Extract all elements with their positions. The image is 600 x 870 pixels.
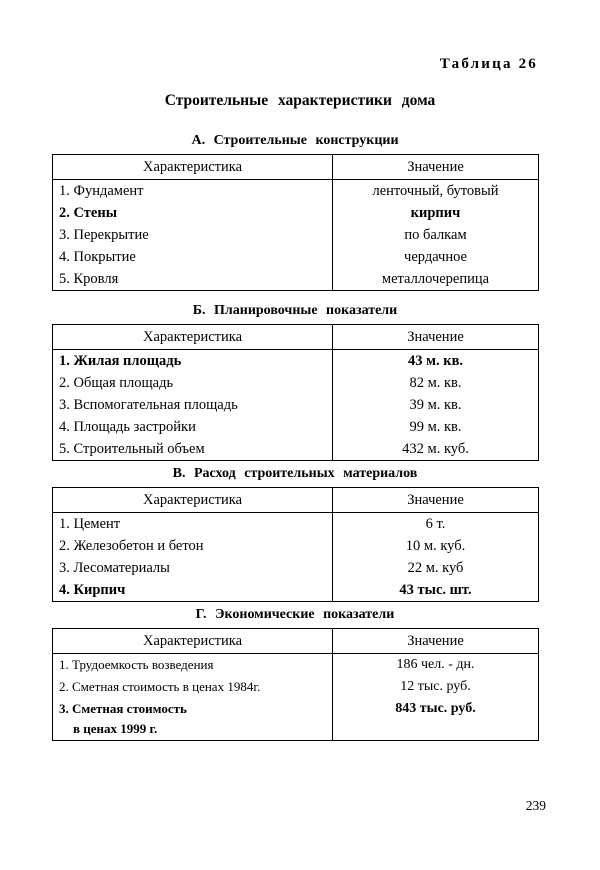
cell-characteristic: 1. Цемент (53, 513, 333, 536)
column-header-value: Значение (333, 629, 539, 654)
cell-value: по балкам (333, 224, 539, 246)
cell-value: 186 чел. - дн. (333, 654, 539, 677)
column-header-value: Значение (333, 325, 539, 350)
table-row (53, 676, 539, 698)
cell-characteristic: 5. Строительный объем (53, 438, 333, 461)
cell-value: чердачное (333, 246, 539, 268)
table-d (52, 628, 539, 741)
cell-characteristic-line2: в ценах 1999 г. (73, 721, 158, 737)
cell-characteristic: 1. Жилая площадь (53, 350, 333, 373)
cell-characteristic: 4. Покрытие (53, 246, 333, 268)
cell-characteristic: 4. Площадь застройки (53, 416, 333, 438)
column-header-characteristic: Характеристика (53, 155, 333, 180)
table-row (53, 350, 539, 373)
cell-value: 39 м. кв. (333, 394, 539, 416)
cell-characteristic: 2. Сметная стоимость в ценах 1984г. (53, 676, 333, 698)
column-header-value: Значение (333, 155, 539, 180)
cell-value: 6 т. (333, 513, 539, 536)
column-header-characteristic: Характеристика (53, 629, 333, 654)
cell-characteristic: 3. Лесоматериалы (53, 557, 333, 579)
section-b (52, 303, 538, 461)
table-b-header-row (53, 325, 539, 350)
table-row (53, 654, 539, 677)
section-c (52, 466, 538, 602)
cell-value: ленточный, бутовый (333, 180, 539, 203)
table-c-header-row (53, 488, 539, 513)
table-c (52, 487, 539, 602)
table-a (52, 154, 539, 291)
table-row (53, 268, 539, 291)
table-number-label: Таблица 26 (439, 56, 538, 72)
cell-characteristic: 2. Стены (53, 202, 333, 224)
cell-value: 10 м. куб. (333, 535, 539, 557)
column-header-value: Значение (333, 488, 539, 513)
column-header-characteristic: Характеристика (53, 488, 333, 513)
cell-characteristic: 1. Фундамент (53, 180, 333, 203)
section-a-title: А. Строительные конструкции (191, 133, 399, 148)
section-c-title: В. Расход строительных материалов (172, 466, 418, 481)
cell-characteristic-line1: 3. Сметная стоимость (59, 701, 187, 717)
page-number: 239 (525, 798, 546, 813)
page-title: Строительные характеристики дома (164, 92, 436, 109)
table-row (53, 416, 539, 438)
table-row (53, 513, 539, 536)
section-b-title: Б. Планировочные показатели (192, 303, 398, 318)
table-row (53, 224, 539, 246)
cell-value: 43 тыс. шт. (333, 579, 539, 602)
cell-value: 22 м. куб (333, 557, 539, 579)
table-row (53, 557, 539, 579)
cell-characteristic: 3. Вспомогательная площадь (53, 394, 333, 416)
cell-value: 99 м. кв. (333, 416, 539, 438)
cell-characteristic: 3. Перекрытие (53, 224, 333, 246)
section-a (52, 133, 538, 291)
table-row (53, 372, 539, 394)
cell-value: кирпич (333, 202, 539, 224)
cell-value: 843 тыс. руб. (333, 698, 539, 741)
cell-characteristic: 2. Железобетон и бетон (53, 535, 333, 557)
table-d-header-row (53, 629, 539, 654)
column-header-characteristic: Характеристика (53, 325, 333, 350)
table-row (53, 535, 539, 557)
cell-characteristic (53, 698, 333, 741)
table-row (53, 246, 539, 268)
table-row (53, 438, 539, 461)
table-b (52, 324, 539, 461)
cell-characteristic: 2. Общая площадь (53, 372, 333, 394)
cell-characteristic: 1. Трудоемкость возведения (53, 654, 333, 677)
table-row (53, 202, 539, 224)
section-d (52, 607, 538, 741)
cell-value: 432 м. куб. (333, 438, 539, 461)
table-row (53, 394, 539, 416)
table-row (53, 698, 539, 741)
cell-value: 43 м. кв. (333, 350, 539, 373)
table-row (53, 180, 539, 203)
cell-value: металлочерепица (333, 268, 539, 291)
table-a-header-row (53, 155, 539, 180)
cell-value: 12 тыс. руб. (333, 676, 539, 698)
table-row (53, 579, 539, 602)
cell-value: 82 м. кв. (333, 372, 539, 394)
cell-characteristic: 4. Кирпич (53, 579, 333, 602)
section-d-title: Г. Экономические показатели (195, 607, 395, 622)
cell-characteristic: 5. Кровля (53, 268, 333, 291)
